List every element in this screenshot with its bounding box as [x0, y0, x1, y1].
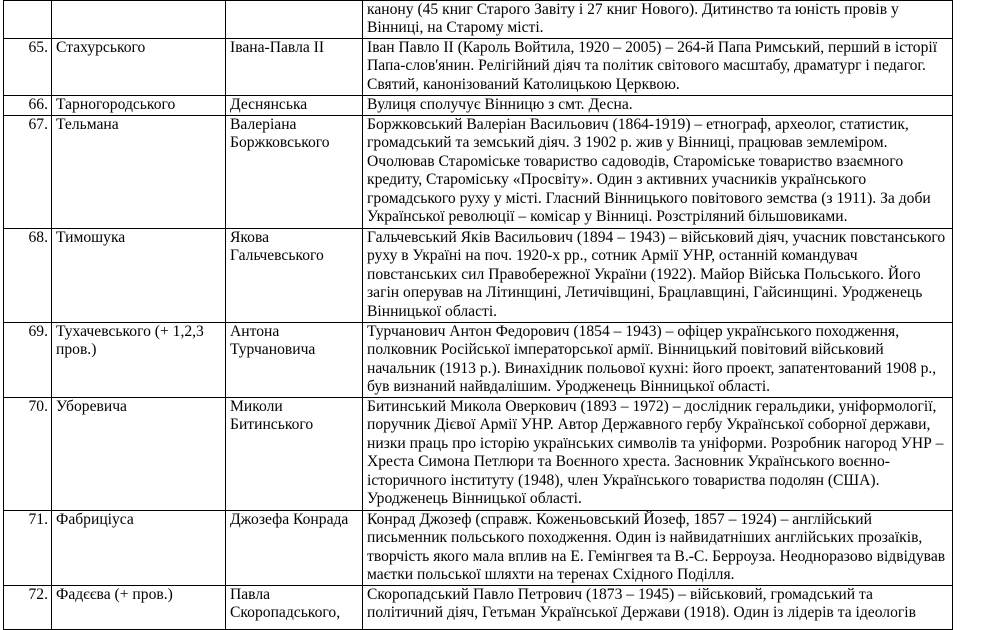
table-row [4, 586, 953, 630]
new-street-name: Павла Скоропадського, [226, 586, 363, 630]
table-row [4, 1, 953, 39]
new-street-name: Деснянська [226, 96, 363, 116]
table-row [4, 116, 953, 229]
old-street-name [52, 1, 226, 39]
row-number: 69. [4, 323, 52, 398]
new-street-name [226, 1, 363, 39]
old-street-name: Стахурського [52, 39, 226, 96]
table-row [4, 229, 953, 323]
new-street-name: Миколи Битинського [226, 398, 363, 511]
street-description: канону (45 книг Старого Завіту і 27 книг Нового). Дитинство та юність провів у Вінниці, на Старому місті. [363, 1, 953, 39]
street-description: Вулиця сполучує Вінницю з смт. Десна. [363, 96, 953, 116]
table-row [4, 96, 953, 116]
new-street-name: Джозефа Конрада [226, 511, 363, 586]
old-street-name: Тельмана [52, 116, 226, 229]
table-row [4, 323, 953, 398]
table-row [4, 511, 953, 586]
old-street-name: Тарногородського [52, 96, 226, 116]
row-number: 72. [4, 586, 52, 630]
table-row [4, 39, 953, 96]
street-description: Іван Павло ІІ (Кароль Войтила, 1920 – 2005) – 264-й Папа Римський, перший в історії Папа-слов'янин. Релігійний діяч та політик світового масштабу, драматург і педагог. Святий, канонізований Католицькою Церквою. [363, 39, 953, 96]
row-number: 68. [4, 229, 52, 323]
new-street-name: Валеріана Боржковського [226, 116, 363, 229]
new-street-name: Якова Гальчевського [226, 229, 363, 323]
row-number: 67. [4, 116, 52, 229]
row-number: 70. [4, 398, 52, 511]
row-number: 71. [4, 511, 52, 586]
old-street-name: Уборевича [52, 398, 226, 511]
row-number [4, 1, 52, 39]
new-street-name: Івана-Павла ІІ [226, 39, 363, 96]
new-street-name: Антона Турчановича [226, 323, 363, 398]
row-number: 65. [4, 39, 52, 96]
old-street-name: Фабриціуса [52, 511, 226, 586]
table-row [4, 398, 953, 511]
street-renaming-table [3, 0, 953, 630]
street-description: Конрад Джозеф (справж. Коженьовський Йозеф, 1857 – 1924) – англійський письменник польського походження. Один із найвидатніших англійських прозаїків, творчість якого мала вплив на Е. Гемінгвея та В.-С. Берроуза. Неодноразово відвідував маєтки польської шляхти на теренах Східного Поділля. [363, 511, 953, 586]
street-description: Битинський Микола Оверкович (1893 – 1972) – дослідник геральдики, уніформології, поручник Дієвої Армії УНР. Автор Державного гербу Української соборної держави, низки праць про історію українських символів та уніформи. Розробник нагород УНР – Хреста Симона Петлюри та Воєнного хреста. Засновник Українського воєнно-історичного інституту (1948), член Українського товариства подолян (США). Уродженець Вінницької області. [363, 398, 953, 511]
old-street-name: Фадєєва (+ пров.) [52, 586, 226, 630]
old-street-name: Тимошука [52, 229, 226, 323]
old-street-name: Тухачевського (+ 1,2,3 пров.) [52, 323, 226, 398]
street-description: Турчанович Антон Федорович (1854 – 1943) – офіцер українського походження, полковник Російської імператорської армії. Вінницький повітовий військовий начальник (1913 р.). Винахідник польової кухні: його проект, запатентований 1908 р., був визнаний найвдалішим. Уродженець Вінницької області. [363, 323, 953, 398]
row-number: 66. [4, 96, 52, 116]
street-description: Гальчевський Яків Васильович (1894 – 1943) – військовий діяч, учасник повстанського руху в Україні на поч. 1920-х рр., сотник Армії УНР, останній командувач повстанських сил Правобережної України (1922). Майор Війська Польського. Його загін оперував на Літинщині, Летичівщині, Брацлавщині, Гайсинщині. Уродженець Вінницької області. [363, 229, 953, 323]
street-description: Скоропадський Павло Петрович (1873 – 1945) – військовий, громадський та політичний діяч, Гетьман Української Держави (1918). Один із лідерів та ідеологів [363, 586, 953, 630]
street-description: Боржковський Валеріан Васильович (1864-1919) – етнограф, археолог, статистик, громадський та земський діяч. З 1902 р. жив у Вінниці, працював землеміром. Очолював Старомiське товариство садоводів, Старомiське товариство взаємного кредиту, Старомiську «Просвіту». Один з активних учасників українського громадського руху у місті. Гласний Вінницького повітового земства (з 1911). За доби Української революції – комісар у Вінниці. Розстріляний більшовиками. [363, 116, 953, 229]
